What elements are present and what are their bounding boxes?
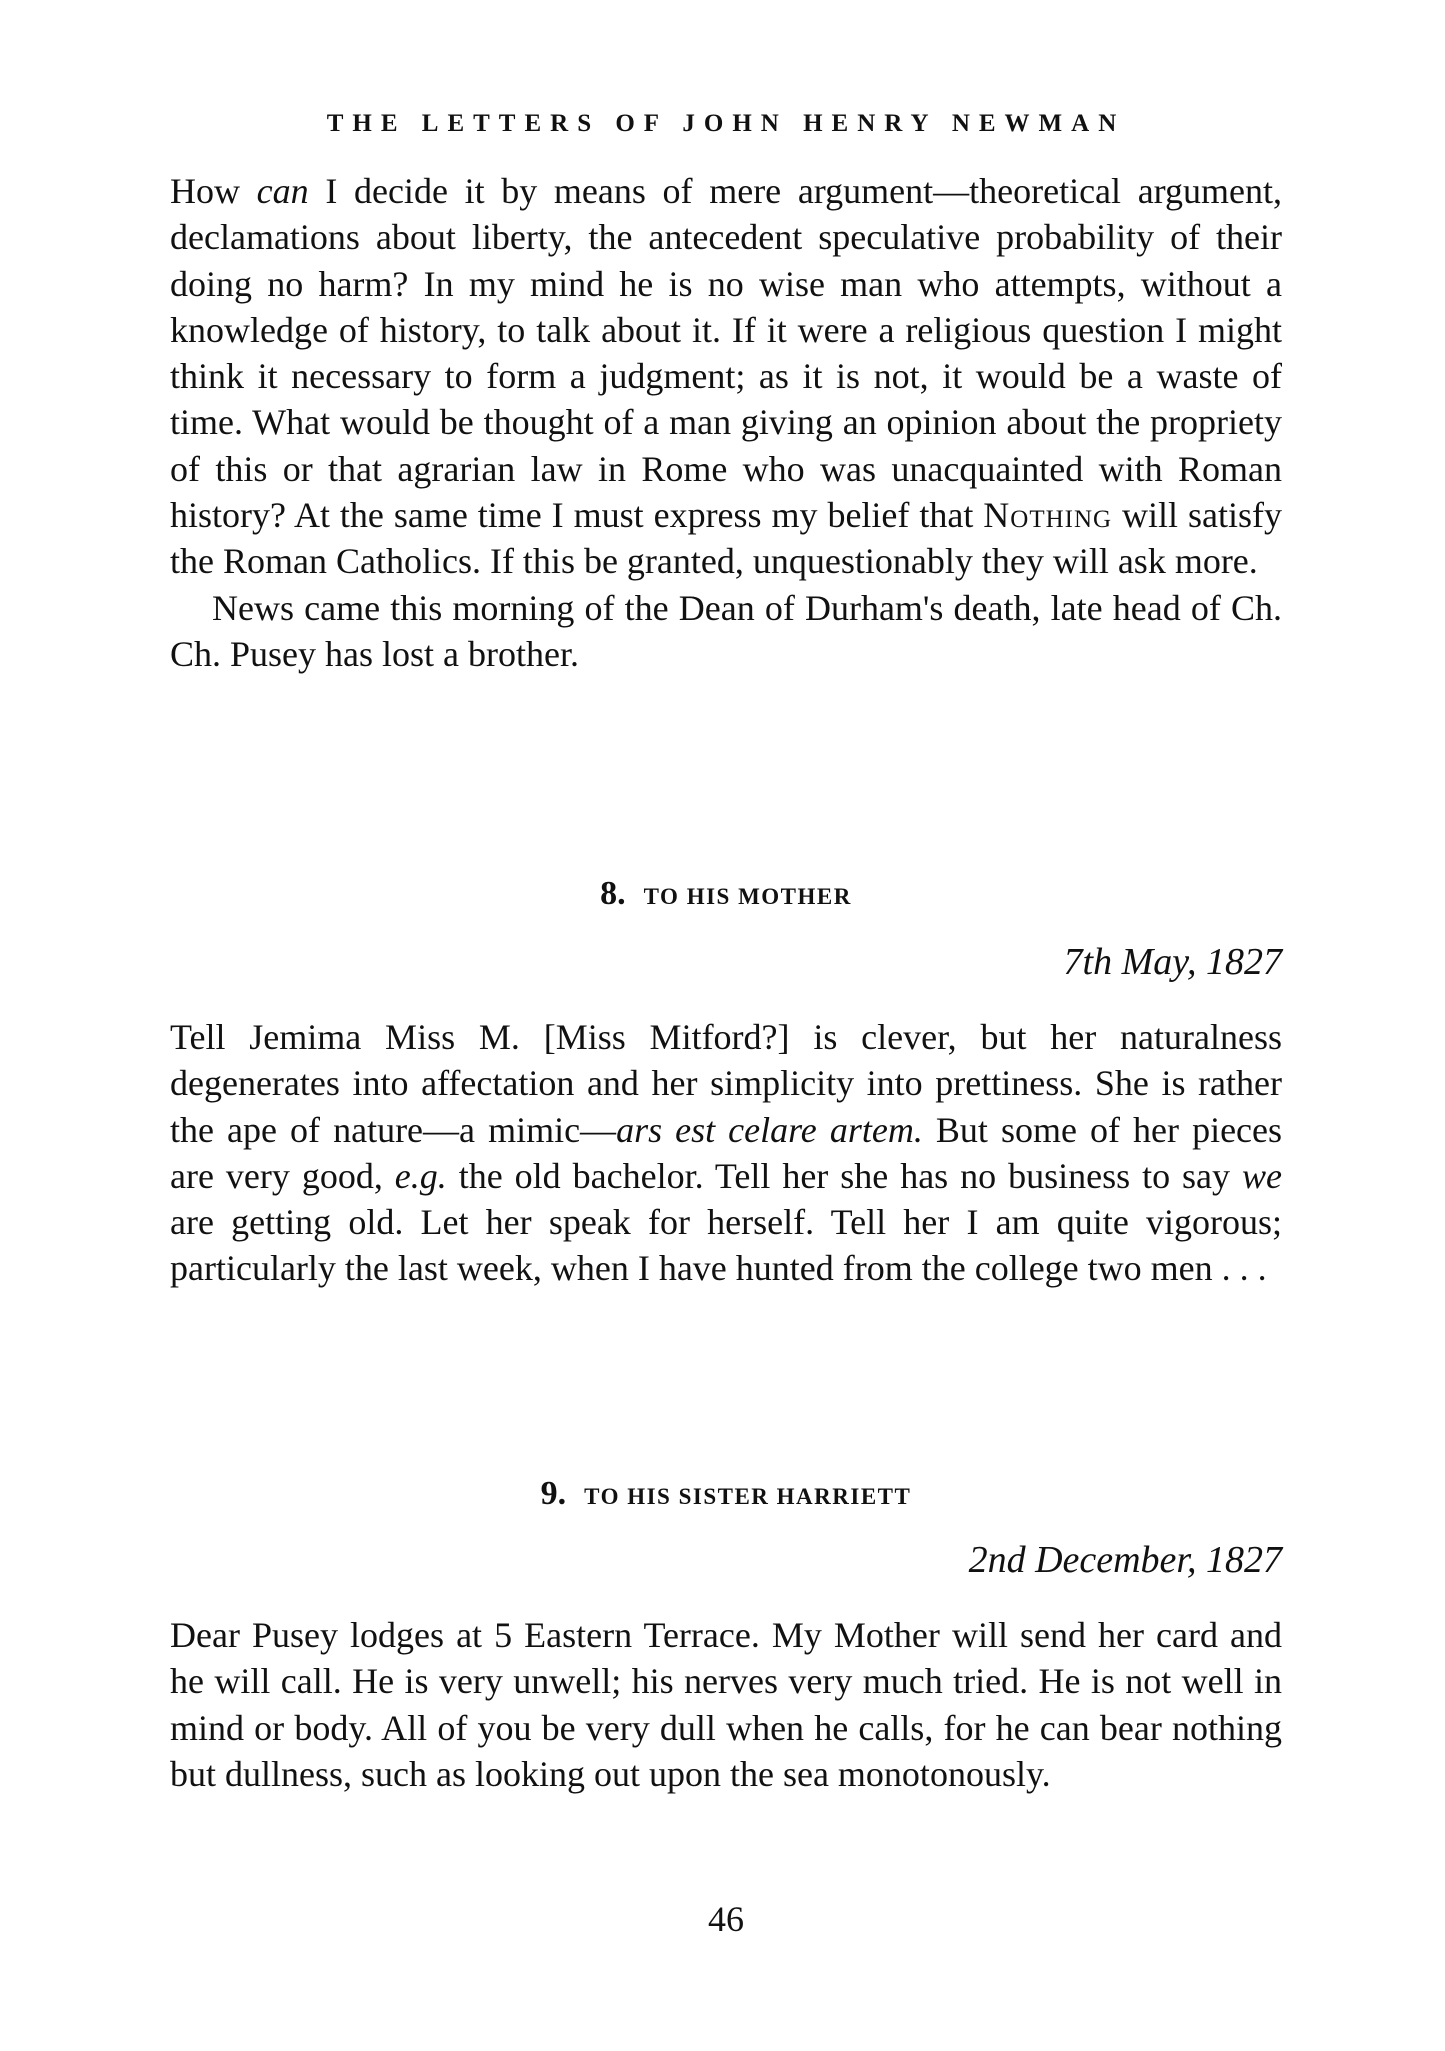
page-number: 46: [708, 1899, 744, 1939]
small-caps-run: Nothing: [983, 495, 1113, 536]
letter-8-body: Tell Jemima Miss M. [Miss Mitford?] is clever, but her naturalness degenerates into affectation and her simplicity into prettiness. She is rather the ape of nature—a mimic—ars est celare artem. But some of her pieces are very good, e.g. the old bachelor. Tell her she has no business to say we are getting old. Let her speak for herself. Tell her I am quite vigorous; particularly the last week, when I have hunted from the college two men . . .: [170, 1017, 1283, 1289]
continued-letter: [170, 168, 1282, 677]
italic-run: e.g.: [394, 1155, 447, 1196]
letter-8: [170, 1014, 1282, 1292]
letter-9-body: Dear Pusey lodges at 5 Eastern Terrace. My Mother will send her card and he will call. He is very unwell; his nerves very much tried. He is not well in mind or body. All of you be very dull when he calls, for he can bear nothing but dullness, such as looking out upon the sea monotonously.: [170, 1615, 1282, 1794]
continued-paragraph-2: News came this morning of the Dean of Durham's death, late head of Ch. Ch. Pusey has lost a brother.: [170, 587, 1282, 674]
letter-8-heading: [170, 875, 1282, 913]
letter-9-recipient: TO HIS SISTER HARRIETT: [584, 1484, 912, 1509]
italic-run: we: [1241, 1155, 1282, 1196]
letter-8-recipient: TO HIS MOTHER: [643, 884, 852, 909]
letter-9-date: 2nd December, 1827: [968, 1539, 1282, 1581]
letter-9-heading: [170, 1475, 1282, 1513]
italic-run: ars est celare artem.: [616, 1109, 923, 1150]
letter-9-number: 9.: [540, 1475, 567, 1512]
letter-8-date: 7th May, 1827: [1063, 941, 1282, 983]
letter-8-number: 8.: [600, 875, 626, 912]
italic-run: can: [256, 171, 309, 211]
continued-paragraph-1: How can I decide it by means of mere argument—theoretical argument, declamations about liberty, the antecedent speculative probability of their doing no harm? In my mind he is no wise man who attempts, without a knowledge of history, to talk about it. If it were a religious question I might think it necessary to form a judgment; as it is not, it would be a waste of time. What would be thought of a man giving an opinion about the propriety of this or that agrarian law in Rome who was unacquainted with Roman history? At the same time I must express my belief that Nothing will satisfy the Roman Catholics. If this be granted, unquestionably they will ask more.: [170, 171, 1283, 582]
running-head: THE LETTERS OF JOHN HENRY NEWMAN: [326, 110, 1126, 137]
letter-9: [170, 1612, 1282, 1797]
